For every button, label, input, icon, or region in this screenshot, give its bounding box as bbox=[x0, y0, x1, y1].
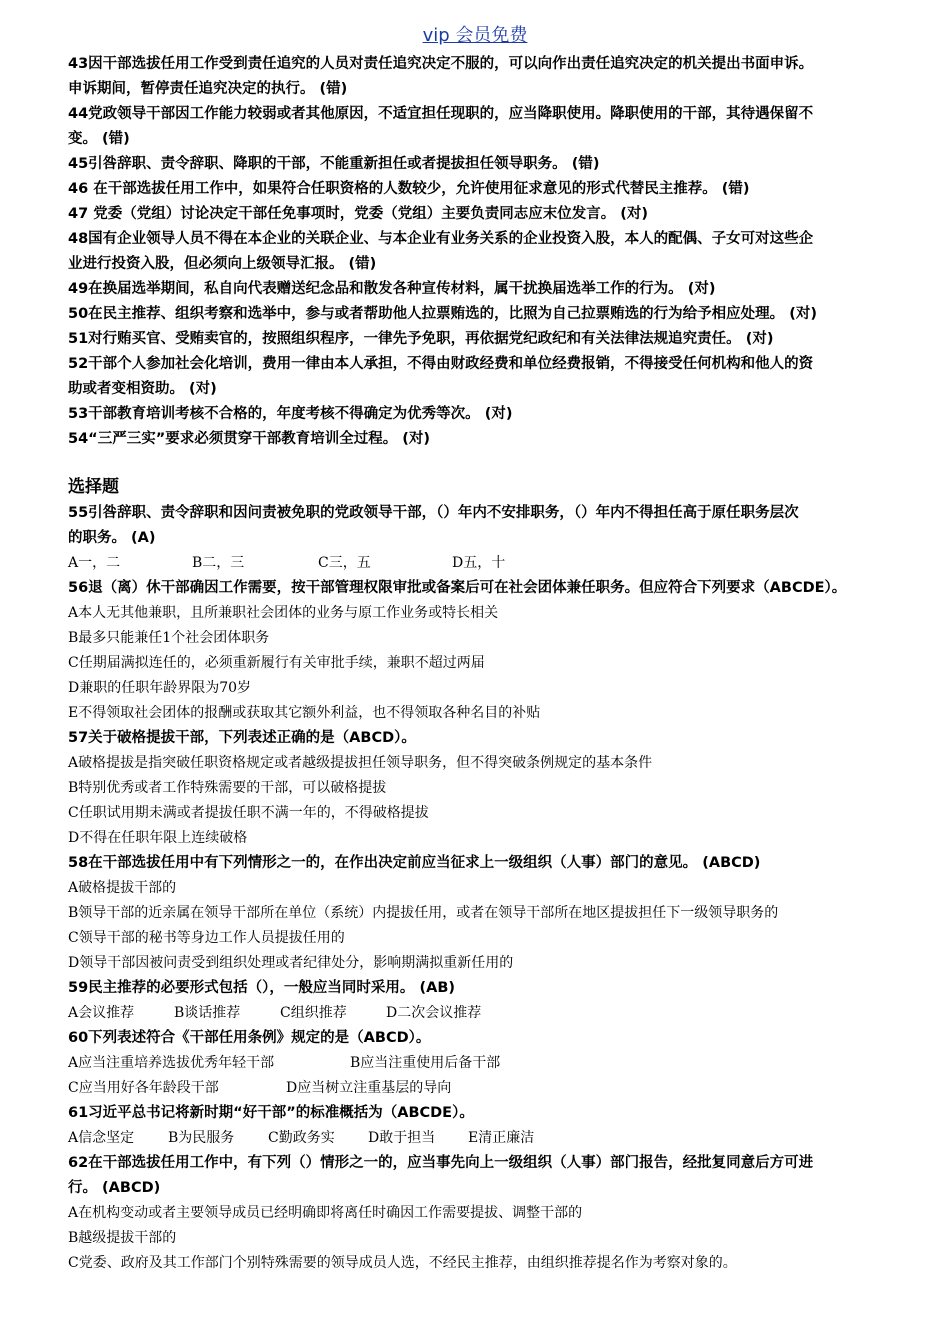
option-a: A应当注重培养选拔优秀年轻干部 bbox=[68, 1055, 275, 1071]
question-59-options bbox=[68, 1003, 898, 1023]
vip-free-link[interactable]: vip 会员免费 bbox=[422, 25, 528, 46]
question-62-line2: 行。 (ABCD) bbox=[68, 1180, 161, 1196]
statement-43-line2: 申诉期间，暂停责任追究决定的执行。 (错) bbox=[68, 81, 348, 97]
statement-46: 46 在干部选拔任用工作中，如果符合任职资格的人数较少，允许使用征求意见的形式代替民主推荐。 (错) bbox=[68, 181, 750, 197]
statement-48-line2: 业进行投资入股，但必须向上级领导汇报。 (错) bbox=[68, 256, 377, 272]
question-58: 58在干部选拔任用中有下列情形之一的，在作出决定前应当征求上一级组织（人事）部门的意见。 (ABCD) bbox=[68, 855, 761, 871]
statement-51: 51对行贿买官、受贿卖官的，按照组织程序，一律先予免职，再依据党纪政纪和有关法律法规追究责任。 (对) bbox=[68, 331, 774, 347]
statement-44-line1: 44党政领导干部因工作能力较弱或者其他原因，不适宜担任现职的，应当降职使用。降职使用的干部，其待遇保留不 bbox=[68, 106, 814, 122]
option-a: A信念坚定 bbox=[68, 1130, 135, 1146]
statement-50: 50在民主推荐、组织考察和选举中，参与或者帮助他人拉票贿选的，比照为自己拉票贿选的行为给予相应处理。 (对) bbox=[68, 306, 817, 322]
option-d: D应当树立注重基层的导向 bbox=[286, 1080, 452, 1096]
option-c: C组织推荐 bbox=[280, 1005, 347, 1021]
option-b: B应当注重使用后备干部 bbox=[350, 1055, 501, 1071]
statement-54: 54“三严三实”要求必须贯穿干部教育培训全过程。 (对) bbox=[68, 431, 431, 447]
section-title-choice: 选择题 bbox=[68, 477, 119, 497]
option-a: A会议推荐 bbox=[68, 1005, 135, 1021]
question-57: 57关于破格提拔干部，下列表述正确的是（ABCD）。 bbox=[68, 730, 416, 746]
question-62-option-a: A在机构变动或者主要领导成员已经明确即将离任时确因工作需要提拔、调整干部的 bbox=[68, 1205, 583, 1221]
question-55-options bbox=[68, 553, 898, 573]
option-c: C应当用好各年龄段干部 bbox=[68, 1080, 219, 1096]
question-56-option-a: A本人无其他兼职，且所兼职社会团体的业务与原工作业务或特长相关 bbox=[68, 605, 499, 621]
option-d: D敢于担当 bbox=[368, 1130, 436, 1146]
question-55-line1: 55引咎辞职、责令辞职和因问责被免职的党政领导干部，（）年内不安排职务，（）年内不得担任高于原任职务层次 bbox=[68, 505, 799, 521]
question-57-option-c: C任职试用期未满或者提拔任职不满一年的，不得破格提拔 bbox=[68, 805, 429, 821]
question-57-option-b: B特别优秀或者工作特殊需要的干部，可以破格提拔 bbox=[68, 780, 387, 796]
statement-47: 47 党委（党组）讨论决定干部任免事项时，党委（党组）主要负责同志应末位发言。 (对) bbox=[68, 206, 649, 222]
question-56-option-e: E不得领取社会团体的报酬或获取其它额外利益，也不得领取各种名目的补贴 bbox=[68, 705, 541, 721]
question-58-option-c: C领导干部的秘书等身边工作人员提拔任用的 bbox=[68, 930, 345, 946]
question-59: 59民主推荐的必要形式包括（），一般应当同时采用。 (AB) bbox=[68, 980, 456, 996]
question-55-line2: 的职务。 (A) bbox=[68, 530, 156, 546]
option-e: E清正廉洁 bbox=[468, 1130, 535, 1146]
statement-43-line1: 43因干部选拔任用工作受到责任追究的人员对责任追究决定不服的，可以向作出责任追究决定的机关提出书面申诉。 bbox=[68, 56, 814, 72]
question-62-line1: 62在干部选拔任用工作中，有下列（）情形之一的，应当事先向上一级组织（人事）部门报告，经批复同意后方可进 bbox=[68, 1155, 814, 1171]
question-61: 61习近平总书记将新时期“好干部”的标准概括为（ABCDE）。 bbox=[68, 1105, 474, 1121]
question-58-option-b: B领导干部的近亲属在领导干部所在单位（系统）内提拔任用，或者在领导干部所在地区提拔担任下一级领导职务的 bbox=[68, 905, 779, 921]
option-c: C勤政务实 bbox=[268, 1130, 335, 1146]
question-61-options bbox=[68, 1128, 898, 1148]
statement-49: 49在换届选举期间，私自向代表赠送纪念品和散发各种宣传材料，属干扰换届选举工作的行为。 (对) bbox=[68, 281, 716, 297]
question-56-option-d: D兼职的任职年龄界限为70岁 bbox=[68, 680, 252, 696]
question-62-option-c: C党委、政府及其工作部门个别特殊需要的领导成员人选，不经民主推荐，由组织推荐提名作为考察对象的。 bbox=[68, 1255, 737, 1271]
option-c: C三，五 bbox=[318, 555, 371, 571]
question-58-option-d: D领导干部因被问责受到组织处理或者纪律处分，影响期满拟重新任用的 bbox=[68, 955, 514, 971]
question-57-option-a: A破格提拔是指突破任职资格规定或者越级提拔担任领导职务，但不得突破条例规定的基本条件 bbox=[68, 755, 653, 771]
question-60: 60下列表述符合《干部任用条例》规定的是（ABCD）。 bbox=[68, 1030, 431, 1046]
option-b: B二，三 bbox=[192, 555, 245, 571]
option-d: D五，十 bbox=[452, 555, 506, 571]
question-56-option-c: C任期届满拟连任的，必须重新履行有关审批手续，兼职不超过两届 bbox=[68, 655, 485, 671]
statement-45: 45引咎辞职、责令辞职、降职的干部，不能重新担任或者提拔担任领导职务。 (错) bbox=[68, 156, 600, 172]
option-b: B为民服务 bbox=[168, 1130, 235, 1146]
question-58-option-a: A破格提拔干部的 bbox=[68, 880, 177, 896]
option-b: B谈话推荐 bbox=[174, 1005, 241, 1021]
question-62-option-b: B越级提拔干部的 bbox=[68, 1230, 177, 1246]
option-a: A一，二 bbox=[68, 555, 121, 571]
option-d: D二次会议推荐 bbox=[386, 1005, 482, 1021]
statement-53: 53干部教育培训考核不合格的，年度考核不得确定为优秀等次。 (对) bbox=[68, 406, 513, 422]
statement-44-line2: 变。 (错) bbox=[68, 131, 130, 147]
statement-52-line1: 52干部个人参加社会化培训，费用一律由本人承担，不得由财政经费和单位经费报销，不得接受任何机构和他人的资 bbox=[68, 356, 814, 372]
question-56-option-b: B最多只能兼任1个社会团体职务 bbox=[68, 630, 270, 646]
question-60-options-row2 bbox=[68, 1078, 898, 1098]
question-56: 56退（离）休干部确因工作需要，按干部管理权限审批或备案后可在社会团体兼任职务。但应符合下列要求（ABCDE）。 bbox=[68, 580, 847, 596]
statement-52-line2: 助或者变相资助。 (对) bbox=[68, 381, 217, 397]
question-57-option-d: D不得在任职年限上连续破格 bbox=[68, 830, 248, 846]
statement-48-line1: 48国有企业领导人员不得在本企业的关联企业、与本企业有业务关系的企业投资入股，本人的配偶、子女可对这些企 bbox=[68, 231, 814, 247]
question-60-options-row1 bbox=[68, 1053, 898, 1073]
